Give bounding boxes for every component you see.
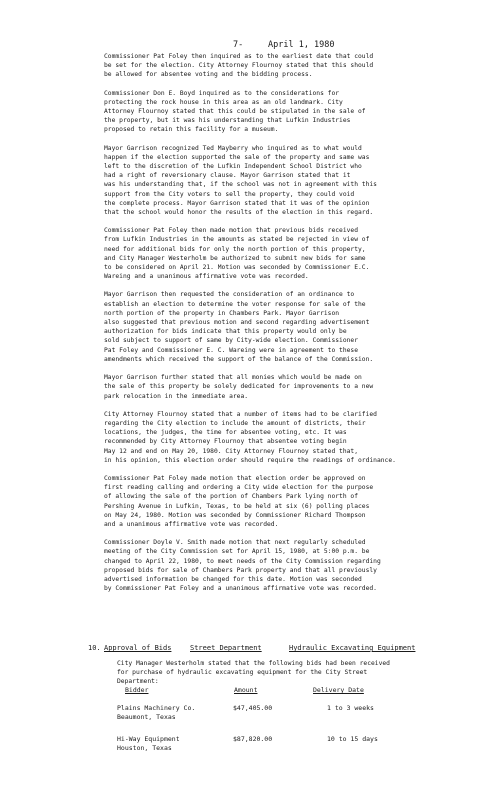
bids-header-delivery: Delivery Date (313, 686, 364, 694)
bid-bidder: Plains Machinery Co. Beaumont, Texas (117, 704, 196, 721)
bid-amount: $87,820.00 (233, 735, 273, 743)
paragraph-reversionary-clause: Mayor Garrison recognized Ted Mayberry who inquired as to what would happen if the election supported the sale of the property and same was left to the discretion of the Lufkin Independent School District who had a right of reversionary clause. Mayor Garrison stated that it was his understanding that, if the school was not in agreement with this support from the City voters to sell the property, they could void the complete process. Mayor Garrison stated that it was of the opinion that the school would honor the results of the election in this regard. (104, 144, 377, 217)
agenda-item-equipment: Hydraulic Excavating Equipment (289, 644, 416, 652)
paragraph-election-ordinance: Mayor Garrison then requested the consideration of an ordinance to establish an election to determine the voter response for sale of the north portion of the property in Chambers Park. Mayor Garrison also suggested that previous motion and second regarding advertisement authorization for bids indicate that this property would only be sold subject to support of same by City-wide election. Commissioner Pat Foley and Commissioner E. C. Wareing were in agreement to these amendments which received the support of the balance of the Commission. (104, 291, 374, 363)
paragraph-rock-house: Commissioner Don E. Boyd inquired as to the considerations for protecting the rock house in this area as an old landmark. City Attorney Flournoy stated that this could be stipulated in the sale of the property, but it was his understanding that Lufkin Industries proposed to retain this facility for a museum. (104, 89, 366, 134)
meeting-date: April 1, 1980 (268, 40, 335, 50)
bids-intro-paragraph: City Manager Westerholm stated that the following bids had been received for purchase of hydraulic excavating equipment for the City Street Department: (117, 660, 390, 686)
agenda-item-number: 10. (88, 644, 101, 652)
paragraph-earliest-election-date: Commissioner Pat Foley then inquired as to the earliest date that could be set for the election. City Attorney Flournoy stated that this should be allowed for absentee voting and the bidding process. (104, 53, 374, 79)
agenda-item-title: Approval of Bids (104, 644, 172, 652)
page-number: 7- (233, 40, 244, 50)
paragraph-reject-bids-motion: Commissioner Pat Foley then made motion that previous bids received from Lufkin Industries in the amounts as stated be rejected in view of need for additional bids for only the north portion of this property, and City Manager Westerholm be authorized to submit new bids for same to be considered on April 21. Motion was seconded by Commissioner E.C. Wareing and a unanimous affirmative vote was recorded. (104, 227, 370, 281)
paragraph-election-clarifications: City Attorney Flournoy stated that a number of items had to be clarified regarding the City election to include the amount of districts, their locations, the judges, the time for absentee voting, etc. It was recommended by City Attorney Flournoy that absentee voting begin May 12 and end on May 20, 1980. City Attorney Flournoy stated that, in his opinion, this election order should require the readings of ordinance. (104, 410, 396, 464)
minutes-body (104, 52, 474, 599)
paragraph-monies-dedicated: Mayor Garrison further stated that all monies which would be made on the sale of this property be solely dedicated for improvements to a new park relocation in the immediate area. (104, 374, 374, 400)
agenda-item-department: Street Department (190, 644, 262, 652)
paragraph-election-order-motion: Commissioner Pat Foley made motion that election order be approved on first reading calling and ordering a City wide election for the purpose of allowing the sale of the portion of Chambers Park lying north of Pershing Avenue in Lufkin, Texas, to be held at six (6) polling places on May 24, 1980. Motion was seconded by Commissioner Richard Thompson and a unanimous affirmative vote was recorded. (104, 474, 374, 528)
paragraph-meeting-change-motion: Commissioner Doyle V. Smith made motion that next regularly scheduled meeting of the City Commission set for April 15, 1980, at 5:00 p.m. be changed to April 22, 1980, to meet needs of the City Commission regarding proposed bids for sale of Chambers Park property and that all previously advertised information be changed for this date. Motion was seconded by Commissioner Pat Foley and a unanimous affirmative vote was recorded. (104, 539, 381, 593)
bid-delivery: 10 to 15 days (327, 735, 378, 743)
bids-header-bidder: Bidder (125, 686, 149, 694)
bid-bidder: Hi-Way Equipment Houston, Texas (117, 735, 180, 752)
bid-amount: $47,405.00 (233, 704, 273, 712)
bid-delivery: 1 to 3 weeks (327, 704, 374, 712)
bids-header-amount: Amount (234, 686, 258, 694)
